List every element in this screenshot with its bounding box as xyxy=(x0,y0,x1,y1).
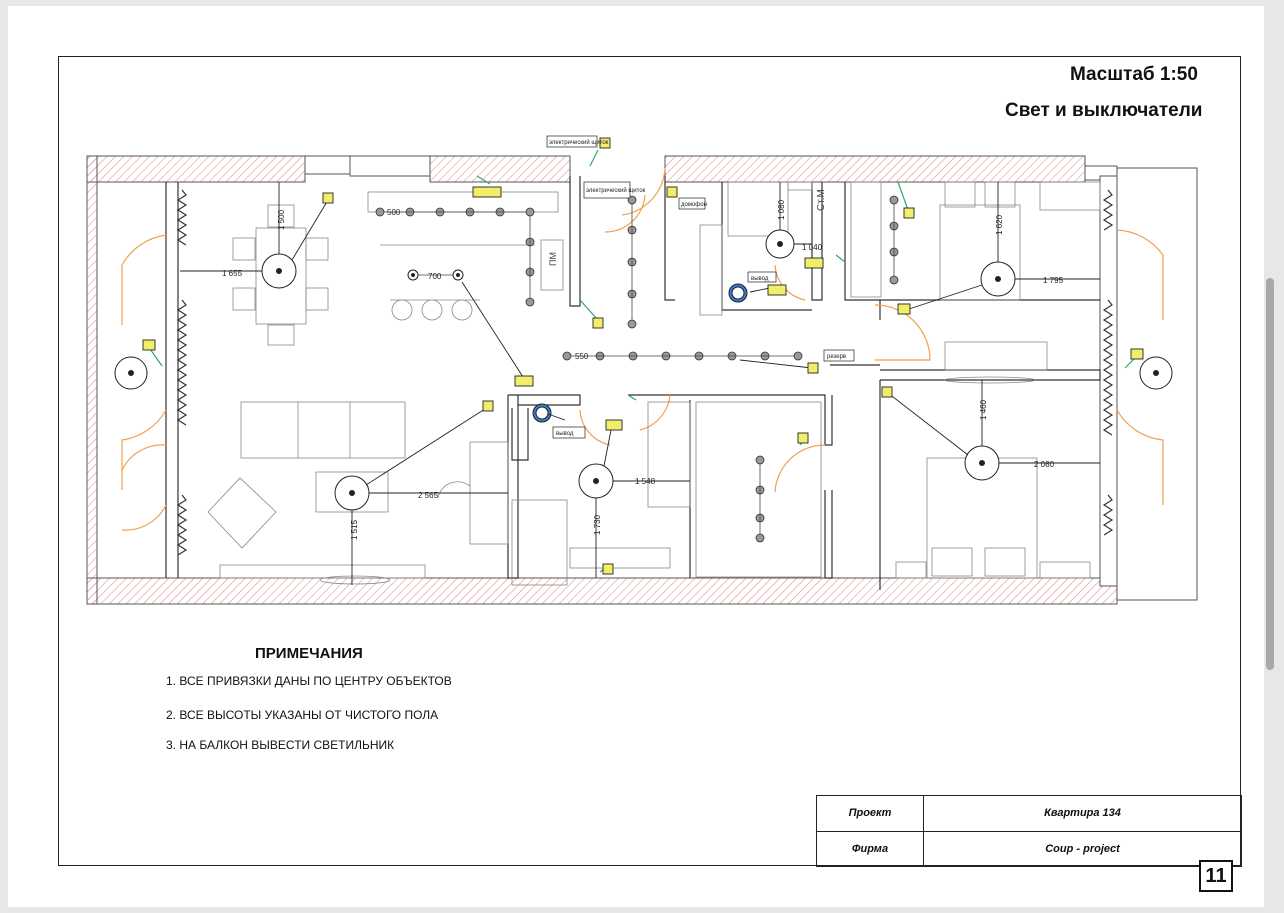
switch-living xyxy=(515,376,533,386)
lamp-living xyxy=(335,476,369,510)
dim-2080: 2 080 xyxy=(1034,460,1055,469)
switch-hall xyxy=(593,318,603,328)
switch-bath-2 xyxy=(603,564,613,574)
furniture xyxy=(208,182,1100,585)
switch-bedroom1-2 xyxy=(904,208,914,218)
stamp-project-label: Проект xyxy=(817,796,924,832)
stamp-firm-label: Фирма xyxy=(817,831,924,867)
dim-1500: 1 500 xyxy=(277,209,286,230)
stamp-project-value: Квартира 134 xyxy=(924,796,1242,832)
dim-1460: 1 460 xyxy=(979,399,988,420)
tag-output-bath: вывод xyxy=(556,431,574,437)
switch-laundry-2 xyxy=(798,433,808,443)
title-block xyxy=(816,795,1242,867)
tag-electric-panel: электрический щиток xyxy=(549,140,609,146)
lamp-dining xyxy=(262,254,296,288)
lamp-wc xyxy=(766,230,794,258)
stamp-firm-value: Coup - project xyxy=(924,831,1242,867)
switch-bedroom2 xyxy=(882,387,892,397)
dim-500: 500 xyxy=(387,208,401,217)
drawing-sheet xyxy=(8,6,1264,907)
switch-balcony-left xyxy=(143,340,155,350)
switch-wc-2 xyxy=(805,258,823,268)
lamp-balcony-left xyxy=(115,357,147,389)
lamp-blue-wc xyxy=(729,284,747,302)
note-2: 2. ВСЕ ВЫСОТЫ УКАЗАНЫ ОТ ЧИСТОГО ПОЛА xyxy=(166,708,439,722)
lamp-bedroom-1 xyxy=(981,262,1015,296)
note-1: 1. ВСЕ ПРИВЯЗКИ ДАНЫ ПО ЦЕНТРУ ОБЪЕКТОВ xyxy=(166,674,452,688)
floor-plan xyxy=(8,6,1264,907)
switch-living-2 xyxy=(483,401,493,411)
dim-1620: 1 620 xyxy=(995,214,1004,235)
tag-intercom: домофон xyxy=(681,202,707,208)
tag-reserve: резерв xyxy=(827,354,847,360)
switch-dining xyxy=(323,193,333,203)
tag-panel-2: электрический щиток xyxy=(586,188,646,194)
switch-kitchen xyxy=(473,187,501,197)
sheet-title: Свет и выключатели xyxy=(1005,100,1203,121)
tag-output-wc: вывод xyxy=(751,276,769,282)
dim-1515: 1 515 xyxy=(350,519,359,540)
wires xyxy=(148,150,1137,572)
dim-1080: 1 080 xyxy=(777,199,786,220)
label-stm: Ст.М xyxy=(816,189,827,211)
label-pm: ПМ xyxy=(548,252,558,266)
dim-1548: 1 548 xyxy=(635,477,656,486)
dim-1040: 1 040 xyxy=(802,243,823,252)
dim-550: 550 xyxy=(575,352,589,361)
radiators xyxy=(178,190,1112,555)
switch-balcony-right xyxy=(1131,349,1143,359)
switch-laundry xyxy=(808,363,818,373)
dim-700: 700 xyxy=(428,272,442,281)
switch-bath xyxy=(606,420,622,430)
lamp-bedroom-2 xyxy=(965,446,999,480)
dim-2565: 2 565 xyxy=(418,491,439,500)
switch-wc xyxy=(768,285,786,295)
lamp-balcony-right xyxy=(1140,357,1172,389)
page-number: 11 xyxy=(1199,860,1233,892)
dim-1795: 1 795 xyxy=(1043,276,1064,285)
scale-title: Масштаб 1:50 xyxy=(1070,64,1198,85)
dim-1655: 1 655 xyxy=(222,269,243,278)
switch-bedroom1 xyxy=(898,304,910,314)
switch-connections xyxy=(180,182,1100,585)
notes-title: ПРИМЕЧАНИЯ xyxy=(255,645,363,662)
switch-corridor-top xyxy=(667,187,677,197)
dim-1730: 1 730 xyxy=(593,514,602,535)
lamp-bath xyxy=(579,464,613,498)
scrollbar[interactable] xyxy=(1266,278,1274,670)
lamp-blue-hall xyxy=(533,404,551,422)
note-3: 3. НА БАЛКОН ВЫВЕСТИ СВЕТИЛЬНИК xyxy=(166,738,395,752)
